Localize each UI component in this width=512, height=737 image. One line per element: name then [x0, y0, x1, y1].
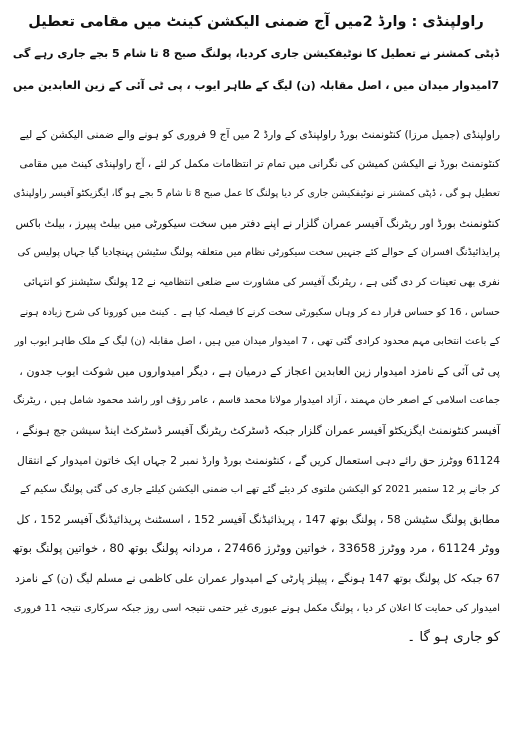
body-line: کر جانے پر 12 ستمبر 2021 کو الیکشن ملتوی کر دیئے گئے تھے اب ضمنی الیکشن کیلئے جاری کی گئی پولنگ سکیم کے [20, 484, 500, 496]
body-line: راولپنڈی (جمیل مرزا) کنٹونمنٹ بورڈ راولپنڈی کے وارڈ 2 میں آج 9 فروری کو ہونے والے ضمنی الیکشن کے لیے [19, 128, 500, 141]
headline-main: راولپنڈی : وارڈ 2میں آج ضمنی الیکشن کینٹ میں مقامی تعطیل [28, 14, 484, 30]
body-line: حساس ، 16 کو حساس قرار دے کر وہاں سکیورٹی سخت کرنے کا فیصلہ کیا ہے ۔ کینٹ میں کورونا کی شرح زیادہ ہونے [19, 306, 500, 318]
article-body [12, 120, 500, 653]
body-line: کے باعث انتخابی مہم محدود کرادی گئی تھی ، 7 امیدوار میدان میں ہیں ، اصل مقابلہ (ن) لیگ کے ملک طاہر ایوب اور [14, 336, 500, 348]
headline-block [12, 6, 500, 120]
body-line: نفری بھی تعینات کر دی گئی ہے ، ریٹرنگ آفیسر کی مشاورت سے ضلعی انتظامیہ نے 12 پولنگ سٹیشنز کو انتہائی [23, 276, 500, 288]
body-line: تعطیل ہو گی ، ڈپٹی کمشنر نے نوٹیفکیشن جاری کر دیا پولنگ کا عمل صبح 8 تا شام 5 بجے ہو گا، ایگزیکٹو آفیسر راولپنڈی [13, 188, 500, 200]
body-line: کو جاری ہو گا ۔ [407, 630, 500, 646]
body-line: امیدوار کی حمایت کا اعلان کر دیا ، پولنگ مکمل ہونے عبوری غیر حتمی نتیجہ اسی روز جبکہ سرکاری نتیجہ 11 فروری [13, 602, 500, 614]
body-line: آفیسر کنٹونمنٹ ایگزیکٹو آفیسر عمران گلزار جبکہ ڈسٹرکٹ ریٹرنگ آفیسر ڈسٹرکٹ اینڈ سیشن جج ہونگے ، [15, 423, 500, 437]
body-line: جماعت اسلامی کے اصغر خان مہمند ، آزاد امیدوار مولانا محمد قاسم ، عامر رؤف اور راشد محمود شامل ہیں ، ریٹرنگ [13, 395, 500, 407]
body-line: 67 جبکہ کل پولنگ بوتھ 147 ہونگے ، پیپلز پارٹی کے امیدوار عمران علی کاظمی نے مسلم لیگ (ن) کے نامزد [15, 571, 500, 585]
body-line: پی ٹی آئی کے نامزد امیدوار زین العابدین اعجاز کے درمیان ہے ، دیگر امیدواروں میں شوکت ایوب جدون ، [19, 364, 500, 378]
body-line: مطابق پولنگ سٹیشن 58 ، پولنگ بوتھ 147 ، پریذائیڈنگ آفیسر 152 ، اسسٹنٹ پریذائیڈنگ آفیسر 152 ، کل [16, 512, 500, 526]
headline-sub-1: ڈپٹی کمشنر نے تعطیل کا نوٹیفکیشن جاری کردیا، پولنگ صبح 8 تا شام 5 بجے جاری رہے گی [12, 47, 500, 60]
body-line: 61124 ووٹرز حق رائے دہی استعمال کریں گے ، کنٹونمنٹ بورڈ وارڈ نمبر 2 جہاں ایک خاتون امیدوار کے انتقال [17, 453, 500, 467]
headline-sub-2: 7امیدوار میدان میں ، اصل مقابلہ (ن) لیگ کے طاہر ایوب ، پی ٹی آئی کے زین العابدین میں [13, 79, 499, 92]
body-line: کنٹونمنٹ بورڈ اور ریٹرنگ آفیسر عمران گلزار نے اپنے دفتر میں سخت سیکورٹی میں بیلٹ پیپرز ، بیلٹ باکس [15, 216, 500, 230]
body-line: ووٹر 61124 ، مرد ووٹرز 33658 ، خواتین ووٹرز 27466 ، مردانہ پولنگ بوتھ 80 ، خواتین پولنگ بوتھ [12, 541, 500, 556]
body-line: پرایذائیڈنگ افسران کے حوالے کئے جنہیں سخت سیکورٹی نظام میں متعلقہ پولنگ سٹیشن پہنچادیا گیا جہاں پولیس کی [17, 247, 500, 259]
body-line: کنٹونمنٹ بورڈ نے الیکشن کمیشن کی نگرانی میں تمام تر انتظامات مکمل کر لئے ، آج راولپنڈی کینٹ میں مقامی [19, 157, 500, 170]
